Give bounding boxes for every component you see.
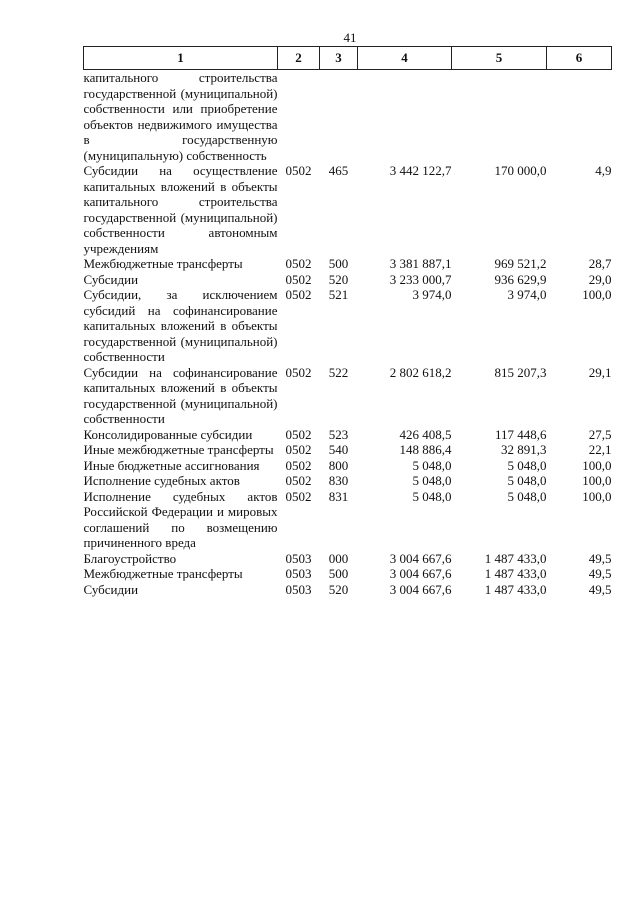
row-planned: 2 802 618,2 [389,364,452,380]
row-planned: 148 886,4 [399,442,452,457]
row-executed: 936 629,9 [494,271,547,287]
table-row [84,489,612,551]
row-percent: 28,7 [588,256,612,271]
row-section-code: 0503 [285,566,312,581]
table-row [84,163,612,256]
row-section-code: 0502 [285,457,312,473]
row-name: Иные бюджетные ассигнования [83,457,260,473]
row-planned: 3 974,0 [412,287,452,302]
row-section-code [278,70,320,164]
row-executed: 32 891,3 [501,442,547,457]
table-row [84,365,612,427]
row-name: Субсидии [83,271,139,287]
table-header [84,47,612,70]
row-name: Субсидии [83,581,139,597]
row-planned: 3 004 667,6 [389,566,452,581]
row-name: Межбюджетные трансферты [83,256,243,271]
row-planned: 3 381 887,1 [389,256,452,271]
row-executed: 969 521,2 [494,256,547,271]
row-percent: 4,9 [595,163,612,178]
row-section-code: 0502 [285,473,312,488]
row-planned: 3 004 667,6 [389,550,452,566]
row-planned: 3 004 667,6 [389,581,452,597]
row-section-code: 0503 [285,550,312,566]
row-expense-code: 540 [328,442,349,457]
table-body [84,70,612,598]
row-section-code: 0502 [285,442,312,457]
page-number: 41 [343,30,357,45]
row-section-code: 0502 [285,364,312,380]
row-name: Межбюджетные трансферты [83,566,243,581]
row-percent: 100,0 [582,287,612,302]
table-row [84,473,612,489]
row-planned: 5 048,0 [412,457,452,473]
row-percent: 49,5 [588,566,612,581]
column-header-5: 5 [452,47,547,70]
column-header-4: 4 [358,47,452,70]
row-percent: 49,5 [588,550,612,566]
row-planned: 5 048,0 [412,473,452,488]
row-percent [547,70,612,164]
row-expense-code: 522 [328,364,349,380]
row-name: Субсидии на осуществление капитальных вложений в объекты капитального строительства государственной (муниципальной) собственности автономным учреждениям [83,163,278,256]
row-executed: 117 448,6 [494,426,547,442]
row-section-code: 0502 [285,426,312,442]
column-header-6: 6 [547,47,612,70]
row-expense-code: 830 [328,473,349,488]
row-name: Субсидии, за исключением субсидий на софинансирование капитальных вложений в объекты государственной (муниципальной) собственности [83,287,278,364]
row-planned: 3 442 122,7 [389,163,452,178]
row-section-code: 0503 [285,581,312,597]
row-percent: 100,0 [582,473,612,488]
row-section-code: 0502 [285,256,312,271]
row-executed: 170 000,0 [494,163,547,178]
column-header-3: 3 [320,47,358,70]
row-expense-code: 831 [328,488,349,504]
row-expense-code: 520 [328,271,349,287]
row-expense-code: 000 [328,550,349,566]
table-row [84,70,612,164]
table-row [84,427,612,443]
row-section-code: 0502 [285,488,312,504]
row-percent: 29,0 [588,271,612,287]
row-name: Исполнение судебных актов Российской Федерации и мировых соглашений по возмещению причиненного вреда [83,488,278,550]
row-expense-code: 521 [328,287,349,302]
row-expense-code: 465 [328,163,349,178]
row-executed: 815 207,3 [494,364,547,380]
row-executed: 1 487 433,0 [484,566,547,581]
row-expense-code [320,70,358,164]
row-executed: 1 487 433,0 [484,581,547,597]
budget-table [83,46,612,597]
row-planned: 3 233 000,7 [389,271,452,287]
row-percent: 27,5 [588,426,612,442]
header-row [84,47,612,70]
table-row [84,272,612,288]
row-section-code: 0502 [285,163,312,178]
row-name: Исполнение судебных актов [83,473,240,488]
row-name: Субсидии на софинансирование капитальных вложений в объекты государственной (муниципальной) собственности [83,364,278,426]
row-expense-code: 523 [328,426,349,442]
row-percent: 100,0 [582,488,612,504]
row-planned: 426 408,5 [399,426,452,442]
table-row [84,458,612,474]
row-name: капитального строительства государственной (муниципальной) собственности или приобретение объектов недвижимого имущества в государственную (муниципальную) собственность [83,70,278,163]
row-expense-code: 500 [328,256,349,271]
table-row [84,551,612,567]
table-row [84,566,612,582]
row-percent: 22,1 [588,442,612,457]
table-row [84,442,612,458]
row-percent: 29,1 [588,364,612,380]
table-row [84,582,612,598]
row-percent: 100,0 [582,457,612,473]
row-expense-code: 500 [328,566,349,581]
row-executed: 5 048,0 [507,457,547,473]
row-name: Иные межбюджетные трансферты [83,442,274,457]
row-planned: 5 048,0 [412,488,452,504]
row-executed: 5 048,0 [507,488,547,504]
row-executed: 5 048,0 [507,473,547,488]
column-header-1: 1 [84,47,278,70]
row-name: Благоустройство [83,550,177,566]
row-expense-code: 520 [328,581,349,597]
row-section-code: 0502 [285,287,312,302]
row-name: Консолидированные субсидии [83,426,253,442]
row-section-code: 0502 [285,271,312,287]
column-header-2: 2 [278,47,320,70]
table-row [84,287,612,365]
table-row [84,256,612,272]
row-executed [452,70,547,164]
row-planned [358,70,452,164]
row-executed: 1 487 433,0 [484,550,547,566]
row-executed: 3 974,0 [507,287,547,302]
row-expense-code: 800 [328,457,349,473]
row-percent: 49,5 [588,581,612,597]
